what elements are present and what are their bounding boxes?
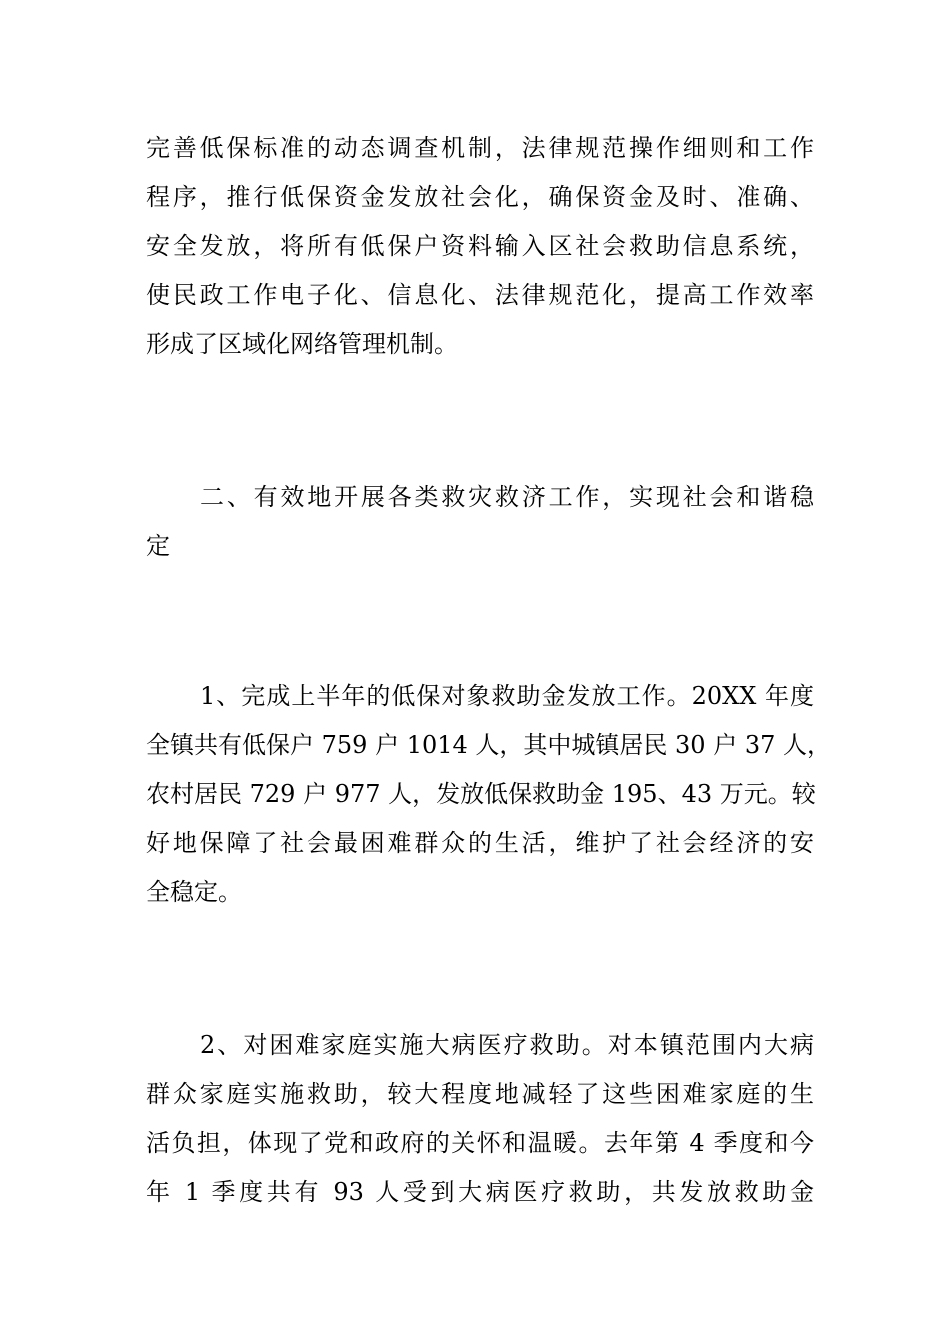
text-line: 1、完成上半年的低保对象救助金发放工作。20XX 年度 xyxy=(200,682,814,710)
paragraph-item-2-medical-aid xyxy=(146,1021,814,1217)
text-line: 全镇共有低保户 759 户 1014 人，其中城镇居民 30 户 37 人， xyxy=(146,731,831,759)
text-line: 二、有效地开展各类救灾救济工作，实现社会和谐稳 xyxy=(200,483,814,511)
text-line: 定 xyxy=(146,532,170,560)
text-line: 群众家庭实施救助，较大程度地减轻了这些困难家庭的生 xyxy=(146,1080,814,1108)
text-line: 安全发放，将所有低保户资料输入区社会救助信息系统， xyxy=(146,232,814,260)
text-line: 程序，推行低保资金发放社会化，确保资金及时、准确、 xyxy=(146,183,814,211)
text-line: 完善低保标准的动态调查机制，法律规范操作细则和工作 xyxy=(146,134,814,162)
text-line: 农村居民 729 户 977 人，发放低保救助金 195、43 万元。较 xyxy=(146,780,816,808)
text-line: 2、对困难家庭实施大病医疗救助。对本镇范围内大病 xyxy=(200,1031,814,1059)
text-line: 使民政工作电子化、信息化、法律规范化，提高工作效率 xyxy=(146,281,814,309)
text-line: 形成了区域化网络管理机制。 xyxy=(146,330,458,358)
paragraph-item-1-subsidy xyxy=(146,672,831,917)
text-line: 活负担，体现了党和政府的关怀和温暖。去年第 4 季度和今 xyxy=(146,1129,814,1157)
text-line: 全稳定。 xyxy=(146,878,242,906)
section-heading-disaster-relief xyxy=(146,473,814,571)
text-line: 年 1 季度共有 93 人受到大病医疗救助，共发放救助金 xyxy=(146,1178,814,1206)
paragraph-lowincome-mechanism xyxy=(146,124,814,369)
text-line: 好地保障了社会最困难群众的生活，维护了社会经济的安 xyxy=(146,829,814,857)
